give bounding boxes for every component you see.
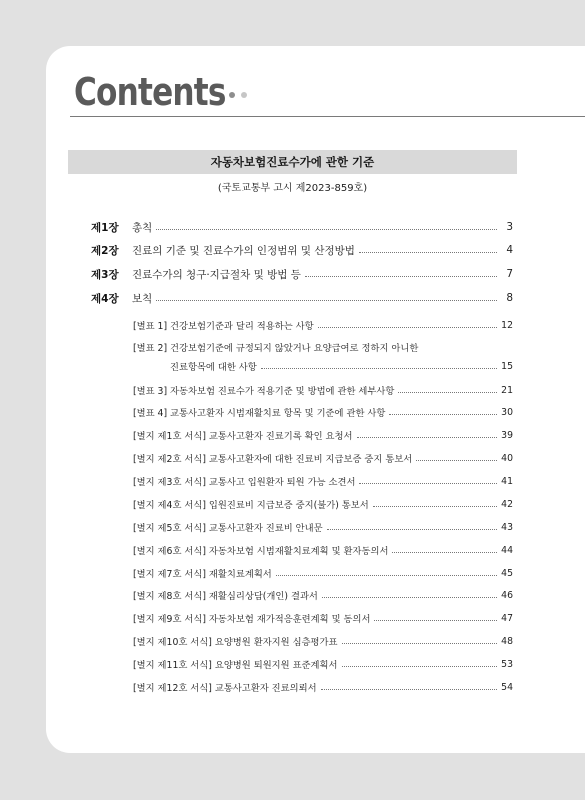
dot-leader	[305, 276, 497, 277]
dot-leader	[261, 368, 497, 369]
toc-entry-appendix-1[interactable]	[133, 318, 513, 332]
toc-entry-form-9[interactable]	[133, 611, 513, 625]
entry-label: [별표 4] 교통사고환자 시범재활치료 항목 및 기준에 관한 사항	[133, 408, 386, 419]
entry-label: [별표 1] 건강보험기준과 달리 적용하는 사항	[133, 321, 314, 332]
toc-entry-form-4[interactable]	[133, 497, 513, 511]
dot-leader	[342, 666, 498, 667]
entry-label: 보칙	[132, 292, 153, 305]
page-number: 30	[501, 406, 513, 418]
dot-leader	[156, 229, 497, 230]
entry-label: 총칙	[132, 221, 153, 234]
dot-leader	[321, 689, 497, 690]
entry-label: [별지 제7호 서식] 재활치료계획서	[133, 569, 272, 580]
page-number: 43	[501, 521, 513, 533]
dot-leader	[322, 597, 497, 598]
page-number: 39	[501, 429, 513, 441]
page-number: 4	[506, 244, 513, 256]
toc-entry-form-7[interactable]	[133, 566, 513, 580]
entry-label: [별지 제5호 서식] 교통사고환자 진료비 안내문	[133, 523, 323, 534]
toc-entry-form-2[interactable]	[133, 451, 513, 465]
page-number: 48	[501, 635, 513, 647]
entry-label: [별지 제9호 서식] 자동차보험 재가적응훈련계획 및 동의서	[133, 614, 371, 625]
dot-leader	[416, 460, 497, 461]
dot-leader	[374, 620, 497, 621]
dot-leader	[318, 327, 497, 328]
chapter-number: 제1장	[91, 221, 119, 234]
entry-label: [별지 제11호 서식] 요양병원 퇴원지원 표준계획서	[133, 660, 338, 671]
contents-title: Contents	[74, 70, 226, 114]
toc-entry-chapter-1[interactable]	[91, 220, 513, 234]
page-number: 47	[501, 612, 513, 624]
dot-leader	[389, 414, 497, 415]
chapter-number: 제2장	[91, 244, 119, 257]
dot-leader	[373, 506, 497, 507]
dot-leader	[327, 529, 497, 530]
toc-entry-chapter-4[interactable]	[91, 291, 513, 305]
document-subtitle: (국토교통부 고시 제2023-859호)	[217, 183, 368, 194]
entry-label: [별지 제2호 서식] 교통사고환자에 대한 진료비 지급보증 중지 통보서	[133, 454, 413, 465]
dot-leader	[357, 437, 498, 438]
dot-leader	[392, 552, 497, 553]
toc-entry-form-12[interactable]	[133, 680, 513, 694]
chapter-number: 제3장	[91, 268, 119, 281]
dot-leader	[359, 252, 497, 253]
dot-icon	[241, 92, 247, 98]
dot-leader	[359, 483, 497, 484]
toc-entry-form-6[interactable]	[133, 543, 513, 557]
toc-entry-form-8[interactable]	[133, 588, 513, 602]
entry-label: 진료수가의 청구·지급절차 및 방법 등	[132, 268, 301, 281]
entry-label: [별표 2] 건강보험기준에 규정되지 않았거나 요양급여로 정하지 아니한	[133, 343, 419, 354]
contents-header	[74, 70, 247, 114]
document-title: 자동차보험진료수가에 관한 기준	[68, 150, 517, 174]
toc-entry-form-3[interactable]	[133, 474, 513, 488]
page-number: 15	[501, 360, 513, 372]
page-number: 44	[501, 544, 513, 556]
page-number: 45	[501, 567, 513, 579]
entry-label: [별표 3] 자동차보험 진료수가 적용기준 및 방법에 관한 세부사항	[133, 386, 395, 397]
page-number: 40	[501, 452, 513, 464]
toc-entry-appendix-2-cont[interactable]	[170, 359, 513, 373]
toc-entry-chapter-2[interactable]	[91, 243, 513, 257]
page-number: 12	[501, 319, 513, 331]
page-number: 54	[501, 681, 513, 693]
page-number: 8	[506, 292, 513, 304]
entry-label: [별지 제12호 서식] 교통사고환자 진료의뢰서	[133, 683, 317, 694]
toc-entry-form-11[interactable]	[133, 657, 513, 671]
entry-label: 진료의 기준 및 진료수가의 인정범위 및 산정방법	[132, 244, 355, 257]
entry-label: [별지 제8호 서식] 재활심리상담(개인) 결과서	[133, 591, 318, 602]
dot-leader	[398, 392, 497, 393]
contents-page	[46, 46, 585, 753]
page-number: 3	[506, 221, 513, 233]
toc-entry-appendix-4[interactable]	[133, 405, 513, 419]
dot-leader	[156, 300, 497, 301]
page-number: 21	[501, 384, 513, 396]
entry-label: 진료항목에 대한 사항	[170, 362, 257, 373]
entry-label: [별지 제4호 서식] 입원진료비 지급보증 중지(불가) 통보서	[133, 500, 369, 511]
toc-entry-appendix-2[interactable]	[133, 340, 513, 354]
dot-leader	[342, 643, 498, 644]
page-number: 42	[501, 498, 513, 510]
entry-label: [별지 제3호 서식] 교통사고 입원환자 퇴원 가능 소견서	[133, 477, 356, 488]
toc-entry-form-10[interactable]	[133, 634, 513, 648]
page-number: 41	[501, 475, 513, 487]
entry-label: [별지 제10호 서식] 요양병원 환자지원 심층평가표	[133, 637, 338, 648]
entry-label: [별지 제6호 서식] 자동차보험 시범재활치료계획 및 환자동의서	[133, 546, 389, 557]
toc-entry-form-1[interactable]	[133, 428, 513, 442]
dot-leader	[276, 575, 497, 576]
page-number: 7	[506, 268, 513, 280]
toc-entry-chapter-3[interactable]	[91, 267, 513, 281]
entry-label: [별지 제1호 서식] 교통사고환자 진료기록 확인 요청서	[133, 431, 353, 442]
page-number: 53	[501, 658, 513, 670]
toc-entry-form-5[interactable]	[133, 520, 513, 534]
dot-icon	[229, 92, 235, 98]
page-number: 46	[501, 589, 513, 601]
header-divider	[70, 116, 585, 117]
header-dots	[229, 92, 247, 98]
toc-entry-appendix-3[interactable]	[133, 383, 513, 397]
chapter-number: 제4장	[91, 292, 119, 305]
